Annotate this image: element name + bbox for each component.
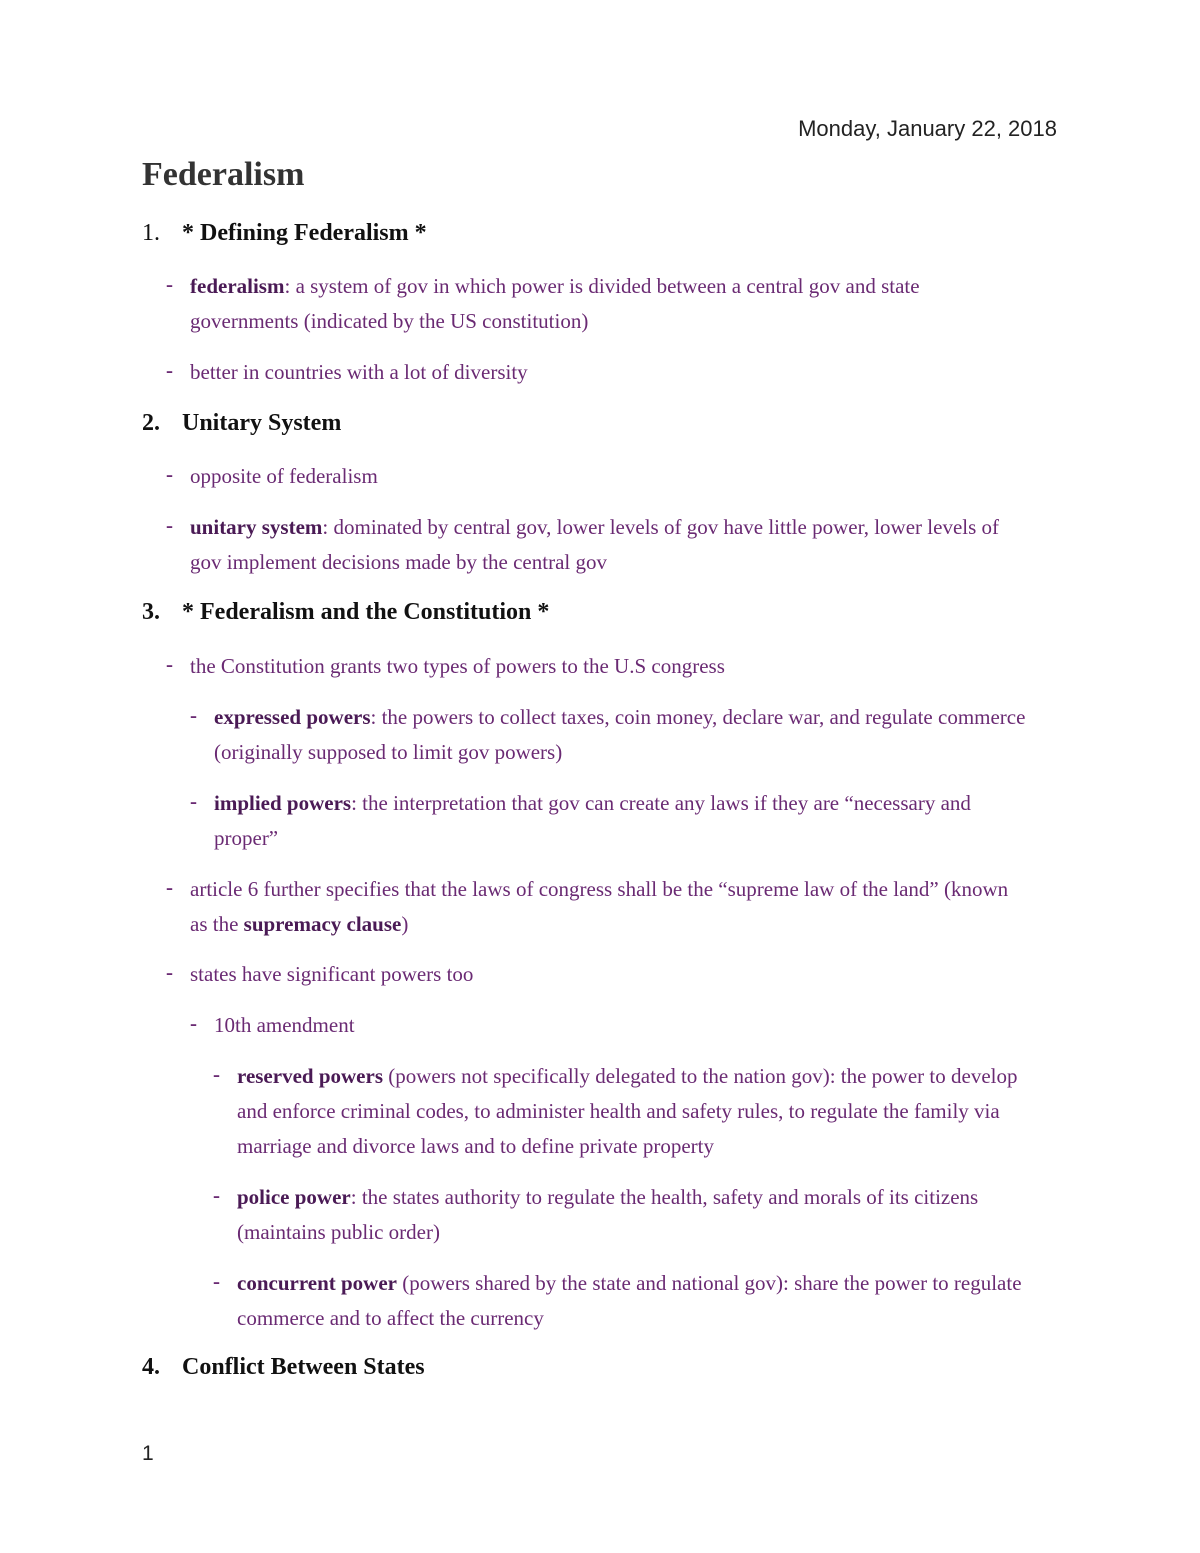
definition: : the interpretation that gov can create any laws if they are “necessary and proper” (214, 791, 971, 850)
bullet-dash-icon: - (190, 703, 197, 727)
term: implied powers (214, 791, 352, 815)
section-heading (142, 1354, 425, 1381)
definition: : the states authority to regulate the health, safety and morals of its citizens (maintains public order) (237, 1185, 979, 1244)
bullet-item (166, 872, 1030, 942)
definition: : dominated by central gov, lower levels of gov have little power, lower levels of gov implement decisions made by the central gov (190, 515, 1000, 574)
section-number: 1. (142, 220, 160, 246)
item-text: ) (401, 912, 409, 936)
definition: (powers shared by the state and national gov): share the power to regulate commerce and to affect the currency (237, 1271, 1022, 1330)
bullet-dash-icon: - (190, 789, 197, 813)
definition: : the powers to collect taxes, coin money, declare war, and regulate commerce (originally supposed to limit gov powers) (214, 705, 1026, 764)
page-title: Federalism (142, 156, 305, 193)
item-text: the Constitution grants two types of powers to the U.S congress (190, 654, 725, 678)
term: supremacy clause (243, 912, 402, 936)
page-number: 1 (142, 1442, 154, 1465)
term: police power (237, 1185, 351, 1209)
document-date: Monday, January 22, 2018 (798, 116, 1057, 141)
bullet-dash-icon: - (213, 1062, 220, 1086)
bullet-item (166, 649, 1030, 684)
definition: : a system of gov in which power is divided between a central gov and state governments (indicated by the US constitution) (190, 274, 920, 333)
item-text: article 6 further specifies that the laws of congress shall be the “supreme law of the land” (known as the (190, 877, 1009, 936)
bullet-item (213, 1180, 1047, 1250)
bullet-item (190, 786, 1034, 856)
bullet-item (166, 269, 1030, 339)
section-label: * Defining Federalism * (182, 220, 427, 246)
section-label: * Federalism and the Constitution * (182, 599, 550, 625)
term: unitary system (190, 515, 323, 539)
bullet-item (166, 510, 1030, 580)
bullet-dash-icon: - (166, 513, 173, 537)
bullet-item (166, 459, 1030, 494)
bullet-dash-icon: - (213, 1183, 220, 1207)
section-heading (142, 220, 427, 247)
bullet-item (213, 1266, 1047, 1336)
section-label: Unitary System (182, 410, 342, 436)
item-text: opposite of federalism (190, 464, 378, 488)
term: reserved powers (237, 1064, 383, 1088)
bullet-item (166, 957, 1030, 992)
bullet-dash-icon: - (190, 1011, 197, 1035)
section-number: 4. (142, 1354, 160, 1380)
item-text: better in countries with a lot of diversity (190, 360, 528, 384)
section-label: Conflict Between States (182, 1354, 425, 1380)
bullet-item (190, 700, 1034, 770)
bullet-item (190, 1008, 1034, 1043)
bullet-dash-icon: - (166, 358, 173, 382)
bullet-item (213, 1059, 1047, 1164)
bullet-dash-icon: - (166, 960, 173, 984)
bullet-dash-icon: - (166, 272, 173, 296)
bullet-dash-icon: - (213, 1269, 220, 1293)
definition: (powers not specifically delegated to the nation gov): the power to develop and enforce criminal codes, to administer health and safety rules, to regulate the family via marriage and divorce laws and to define private property (237, 1064, 1018, 1158)
item-text: 10th amendment (214, 1013, 355, 1037)
item-text: states have significant powers too (190, 962, 474, 986)
term: concurrent power (237, 1271, 397, 1295)
section-number: 2. (142, 410, 160, 436)
term: expressed powers (214, 705, 371, 729)
bullet-item (166, 355, 1030, 390)
section-heading (142, 410, 341, 437)
section-number: 3. (142, 599, 160, 625)
bullet-dash-icon: - (166, 875, 173, 899)
term: federalism (190, 274, 285, 298)
section-heading (142, 599, 549, 626)
bullet-dash-icon: - (166, 652, 173, 676)
bullet-dash-icon: - (166, 462, 173, 486)
